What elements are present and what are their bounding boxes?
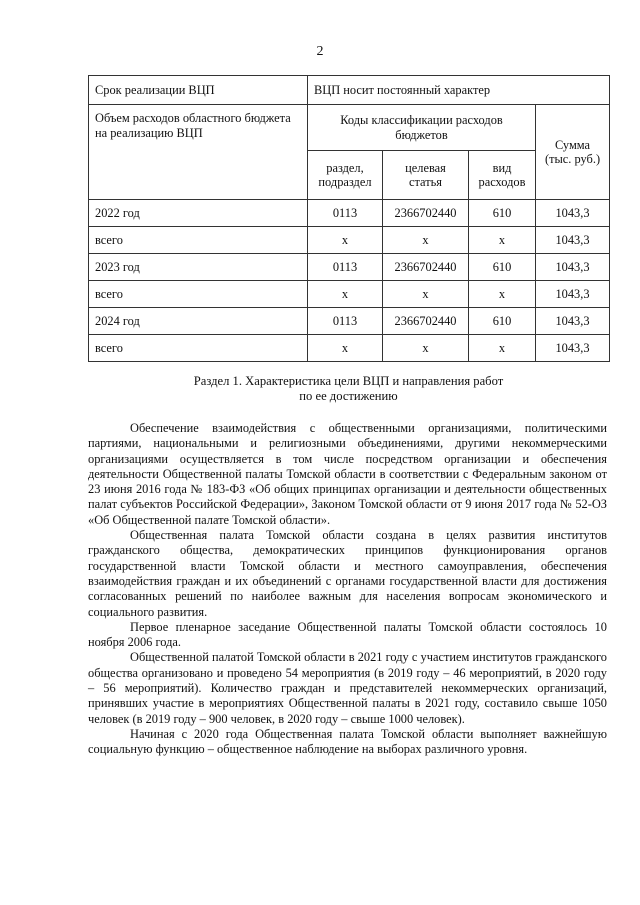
table-row-period: [89, 76, 610, 105]
row-label: 2023 год: [89, 254, 308, 281]
table-row: [89, 227, 610, 254]
budget-table: [88, 75, 610, 362]
row-sum: 1043,3: [536, 308, 610, 335]
row-target: x: [383, 227, 469, 254]
row-label: 2022 год: [89, 200, 308, 227]
row-target: x: [383, 335, 469, 362]
table-row-header: [89, 105, 610, 151]
table-row: [89, 335, 610, 362]
row-label: всего: [89, 335, 308, 362]
codes-header: Коды классификации расходов бюджетов: [308, 105, 536, 151]
paragraph-1: Обеспечение взаимодействия с общественными организациями, политическими партиями, национальными и религиозными объединениями, другими некоммерческими организациями осуществляется в том числе посредством организации и обеспечения деятельности Общественной палаты Томской области в соответствии с Федеральным законом от 23 июня 2016 года № 183-ФЗ «Об общих принципах организации и деятельности общественных палат субъектов Российской Федерации», Законом Томской области от 9 июня 2017 года № 52-ОЗ «Об Общественной палате Томской области».: [88, 421, 607, 527]
row-section: x: [308, 335, 383, 362]
expenses-label: Объем расходов областного бюджета на реализацию ВЦП: [89, 105, 308, 200]
row-target: x: [383, 281, 469, 308]
row-sum: 1043,3: [536, 281, 610, 308]
row-type: 610: [469, 200, 536, 227]
col-section-header: раздел, подраздел: [308, 151, 383, 200]
row-type: 610: [469, 308, 536, 335]
row-type: x: [469, 281, 536, 308]
row-type: 610: [469, 254, 536, 281]
table-row: [89, 281, 610, 308]
row-label: всего: [89, 227, 308, 254]
section-title-line-2: по ее достижению: [299, 389, 398, 403]
table-row: [89, 254, 610, 281]
paragraph-2: Общественная палата Томской области создана в целях развития институтов гражданского общества, демократических принципов функционирования органов государственной власти Томской области и местного самоуправления, обеспечения взаимодействия граждан и их объединений с органами государственной власти для достижения согласованных решений по наиболее важным для населения вопросам экономического и социального развития.: [88, 528, 607, 619]
row-sum: 1043,3: [536, 200, 610, 227]
row-target: 2366702440: [383, 200, 469, 227]
row-target: 2366702440: [383, 254, 469, 281]
section-title-line-1: Раздел 1. Характеристика цели ВЦП и направления работ: [193, 374, 504, 388]
sum-header: Сумма (тыс. руб.): [536, 105, 610, 200]
row-sum: 1043,3: [536, 335, 610, 362]
period-label: Срок реализации ВЦП: [89, 76, 308, 105]
row-label: 2024 год: [89, 308, 308, 335]
paragraph-4: Общественной палатой Томской области в 2021 году с участием институтов гражданского общества организовано и проведено 54 мероприятия (в 2019 году – 46 мероприятий, в 2020 году – 56 мероприятий). Количество граждан и представителей некоммерческих организаций, принявших участие в мероприятиях Общественной палаты в 2021 году, составило свыше 1050 человек (в 2019 году – 900 человек, в 2020 году – свыше 1000 человек).: [88, 650, 607, 726]
row-label: всего: [89, 281, 308, 308]
row-target: 2366702440: [383, 308, 469, 335]
table-row: [89, 200, 610, 227]
col-target-header: целевая статья: [383, 151, 469, 200]
row-type: x: [469, 227, 536, 254]
row-section: 0113: [308, 200, 383, 227]
paragraph-5: Начиная с 2020 года Общественная палата Томской области выполняет важнейшую социальную функцию – общественное наблюдение на выборах различного уровня.: [88, 726, 607, 757]
period-value: ВЦП носит постоянный характер: [308, 76, 610, 105]
row-type: x: [469, 335, 536, 362]
row-section: x: [308, 281, 383, 308]
row-section: x: [308, 227, 383, 254]
row-section: 0113: [308, 308, 383, 335]
row-sum: 1043,3: [536, 254, 610, 281]
table-body: [89, 200, 610, 362]
page-number: 2: [316, 44, 324, 59]
table-row: [89, 308, 610, 335]
body-text: [88, 421, 607, 758]
row-sum: 1043,3: [536, 227, 610, 254]
paragraph-3: Первое пленарное заседание Общественной палаты Томской области состоялось 10 ноября 2006 года.: [88, 619, 607, 650]
row-section: 0113: [308, 254, 383, 281]
col-type-header: вид расходов: [469, 151, 536, 200]
section-title: [88, 374, 609, 404]
